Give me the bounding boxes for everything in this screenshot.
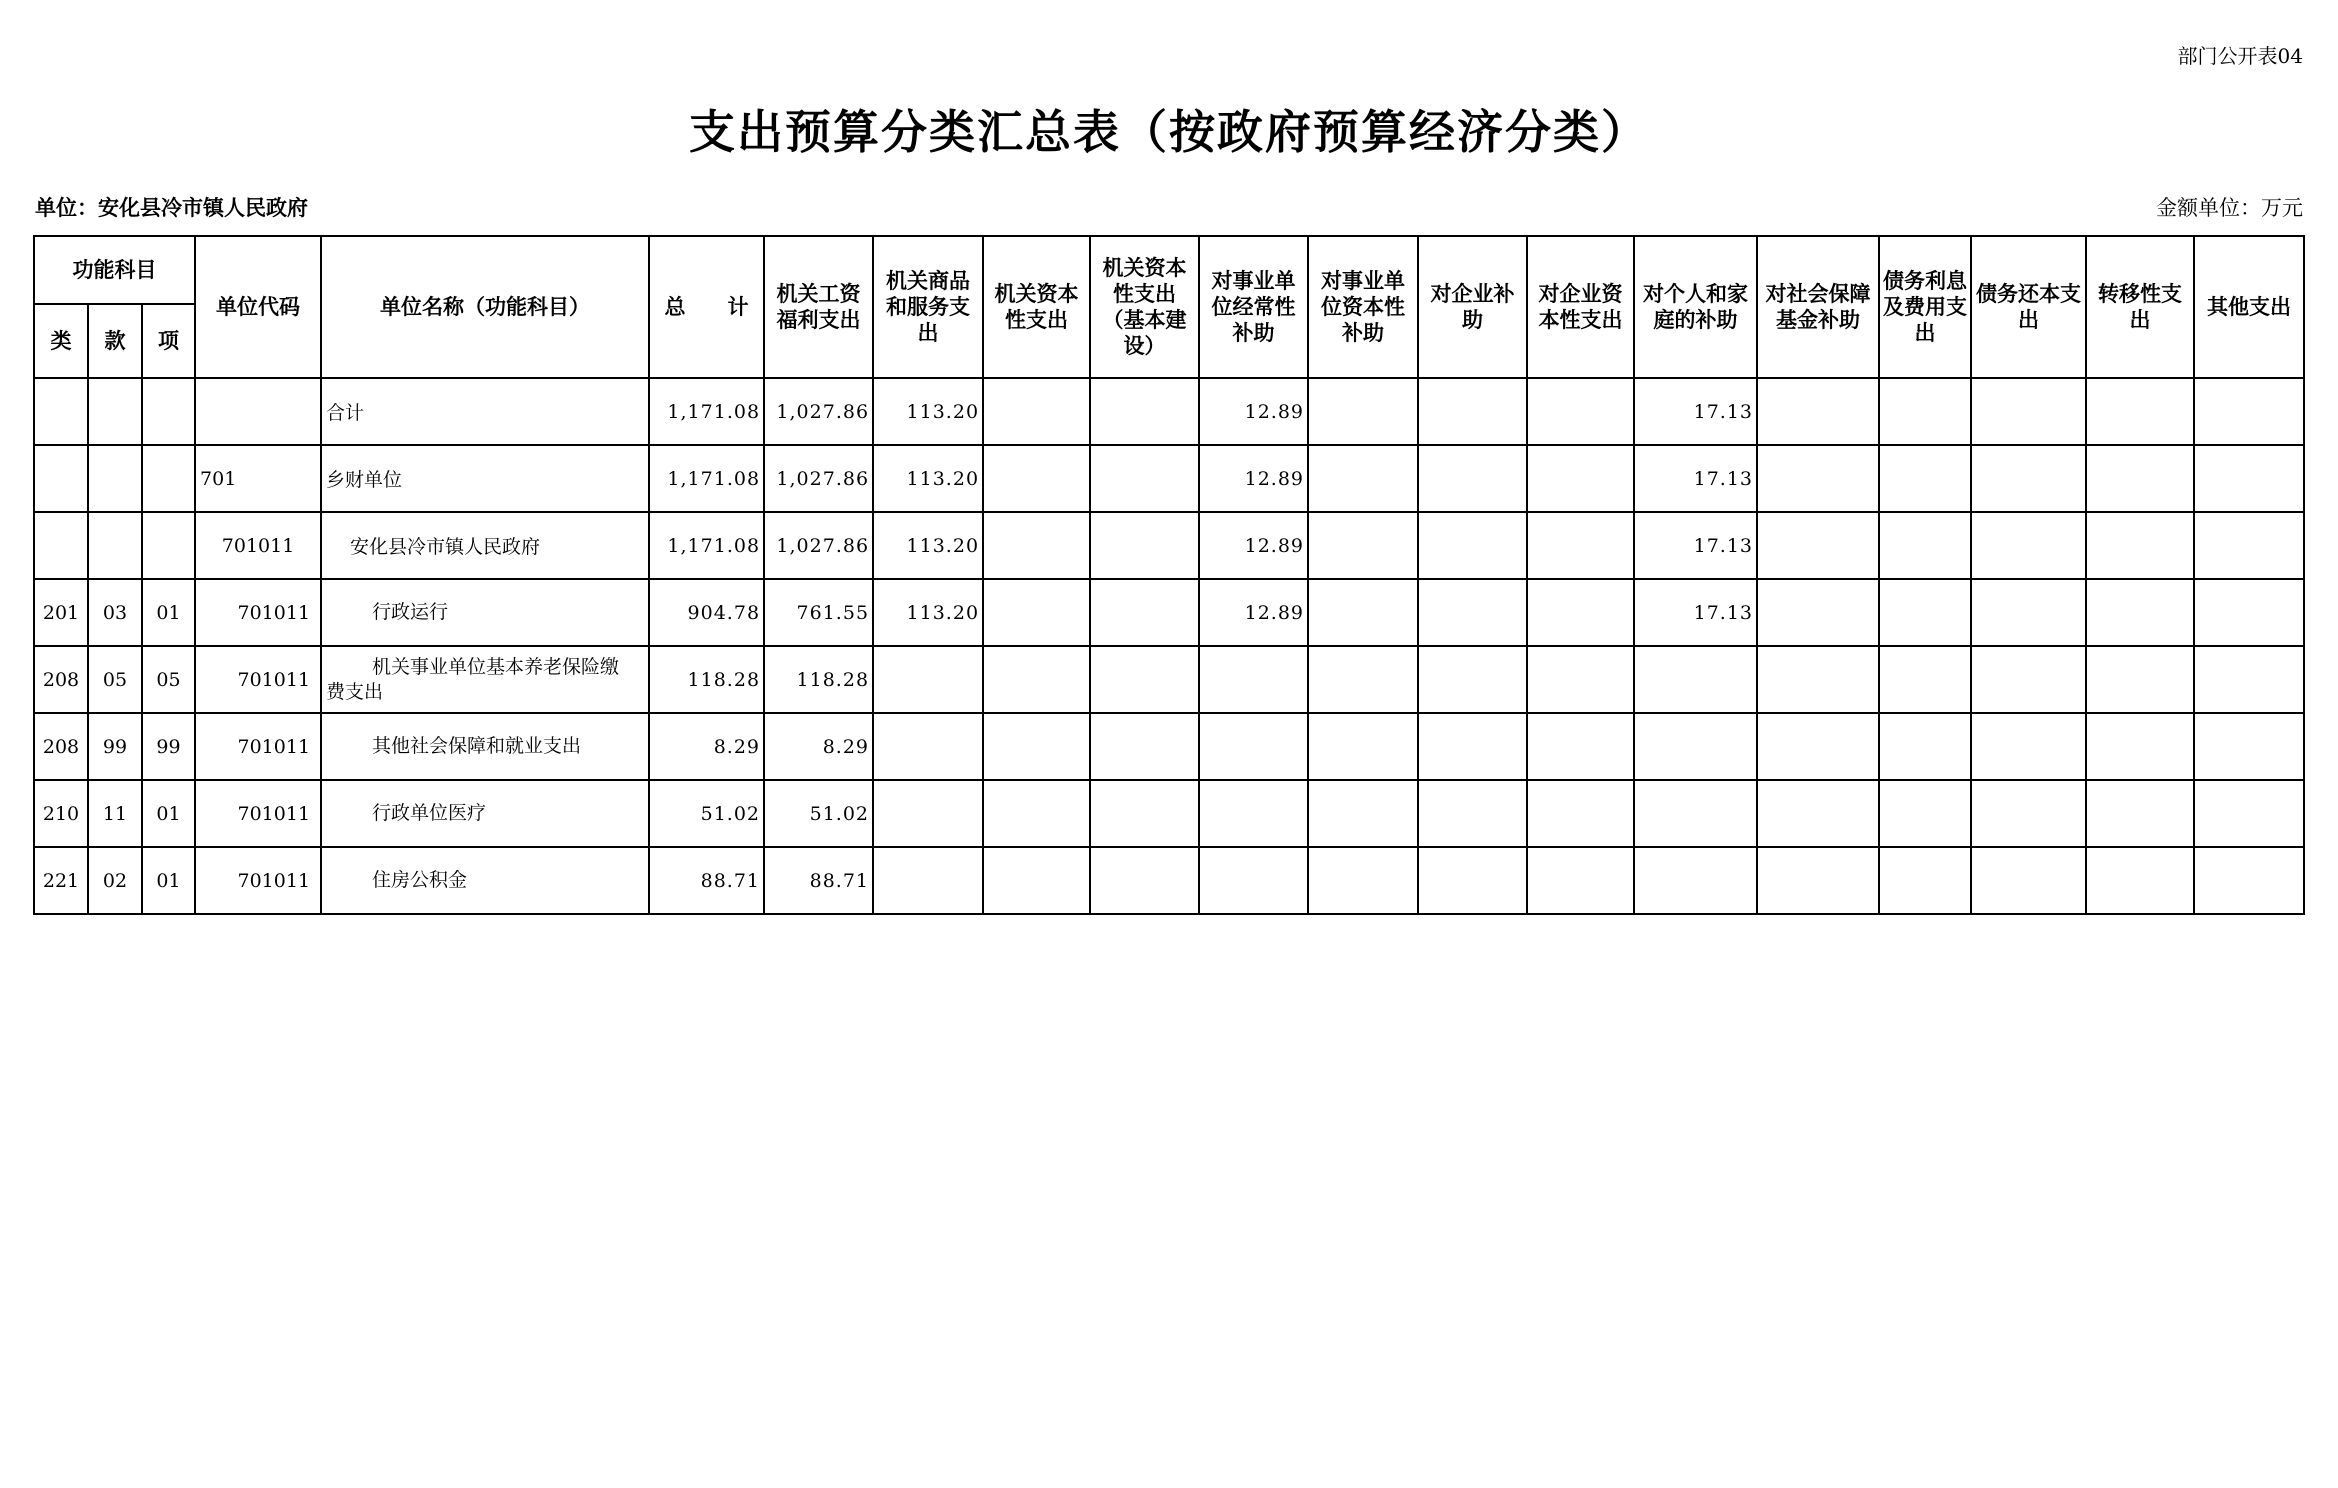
salary-cell: 8.29 [764,713,873,780]
unit-code-cell [195,378,321,445]
total-cell: 1,171.08 [649,445,764,512]
social-cell [1757,378,1879,445]
goods-cell [873,713,983,780]
unit-code-cell: 701 [195,445,321,512]
inst-capital-header: 对事业单位资本性补助 [1308,236,1418,378]
enterprise-subsidy-cell [1418,445,1527,512]
total-cell: 88.71 [649,847,764,914]
other-cell [2194,445,2304,512]
debt-repayment-cell [1971,445,2086,512]
unit-code-cell: 701011 [195,780,321,847]
transfer-cell [2086,646,2194,713]
debt-interest-cell [1879,445,1971,512]
personal-cell: 17.13 [1634,378,1757,445]
transfer-cell [2086,780,2194,847]
lei-header: 类 [34,304,88,378]
inst-capital-cell [1308,579,1418,646]
debt-repayment-cell [1971,780,2086,847]
total-cell: 51.02 [649,780,764,847]
construction-cell [1090,847,1199,914]
enterprise-capital-cell [1527,780,1634,847]
debt-interest-cell [1879,713,1971,780]
personal-cell: 17.13 [1634,579,1757,646]
unit-name-cell: 乡财单位 [321,445,649,512]
table-row [34,713,2304,780]
social-cell [1757,646,1879,713]
lei-cell [34,512,88,579]
salary-cell: 1,027.86 [764,445,873,512]
xiang-cell: 01 [142,780,195,847]
inst-regular-cell: 12.89 [1199,445,1308,512]
social-cell [1757,579,1879,646]
debt-interest-cell [1879,378,1971,445]
social-cell [1757,847,1879,914]
enterprise-capital-header: 对企业资本性支出 [1527,236,1634,378]
transfer-cell [2086,378,2194,445]
goods-cell: 113.20 [873,378,983,445]
unit-name-line-1: 机关事业单位基本养老保险缴 [372,655,620,678]
capital-cell [983,646,1090,713]
capital-cell [983,445,1090,512]
transfer-cell [2086,512,2194,579]
kuan-cell: 99 [88,713,142,780]
table-row [34,646,2304,713]
goods-cell [873,847,983,914]
enterprise-subsidy-cell [1418,512,1527,579]
salary-cell: 88.71 [764,847,873,914]
debt-repayment-header: 债务还本支出 [1971,236,2086,378]
table-row [34,445,2304,512]
unit-code-cell: 701011 [195,646,321,713]
enterprise-capital-cell [1527,646,1634,713]
capital-cell [983,847,1090,914]
enterprise-capital-cell [1527,512,1634,579]
kuan-header: 款 [88,304,142,378]
personal-cell [1634,847,1757,914]
transfer-cell [2086,579,2194,646]
table-row [34,847,2304,914]
debt-interest-cell [1879,847,1971,914]
enterprise-subsidy-cell [1418,378,1527,445]
xiang-cell [142,378,195,445]
inst-regular-header: 对事业单位经常性补助 [1199,236,1308,378]
total-cell: 904.78 [649,579,764,646]
inst-regular-cell: 12.89 [1199,378,1308,445]
table-row [34,378,2304,445]
capital-cell [983,579,1090,646]
salary-cell: 1,027.86 [764,512,873,579]
capital-cell [983,780,1090,847]
transfer-header: 转移性支出 [2086,236,2194,378]
goods-cell: 113.20 [873,512,983,579]
table-row [34,780,2304,847]
inst-capital-cell [1308,646,1418,713]
goods-services-header: 机关商品和服务支出 [873,236,983,378]
debt-interest-cell [1879,780,1971,847]
construction-cell [1090,378,1199,445]
inst-regular-cell [1199,780,1308,847]
enterprise-subsidy-cell [1418,579,1527,646]
kuan-cell [88,445,142,512]
construction-cell [1090,780,1199,847]
kuan-cell [88,512,142,579]
inst-regular-cell [1199,713,1308,780]
enterprise-capital-cell [1527,579,1634,646]
inst-regular-cell [1199,646,1308,713]
inst-capital-cell [1308,512,1418,579]
unit-code-cell: 701011 [195,713,321,780]
debt-interest-header: 债务利息及费用支出 [1879,236,1971,378]
unit-name-cell: 其他社会保障和就业支出 [321,713,649,780]
enterprise-subsidy-cell [1418,713,1527,780]
debt-interest-cell [1879,512,1971,579]
unit-name-line-2: 费支出 [326,680,384,703]
other-cell [2194,579,2304,646]
personal-cell: 17.13 [1634,512,1757,579]
construction-cell [1090,713,1199,780]
debt-repayment-cell [1971,713,2086,780]
unit-code-cell: 701011 [195,847,321,914]
construction-cell [1090,646,1199,713]
social-cell [1757,780,1879,847]
inst-capital-cell [1308,847,1418,914]
other-cell [2194,646,2304,713]
enterprise-subsidy-header: 对企业补助 [1418,236,1527,378]
social-cell [1757,512,1879,579]
other-cell [2194,780,2304,847]
unit-code-cell: 701011 [195,512,321,579]
personal-cell: 17.13 [1634,445,1757,512]
enterprise-capital-cell [1527,847,1634,914]
kuan-cell [88,378,142,445]
debt-repayment-cell [1971,646,2086,713]
kuan-cell: 02 [88,847,142,914]
inst-capital-cell [1308,713,1418,780]
social-security-header: 对社会保障基金补助 [1757,236,1879,378]
total-cell: 8.29 [649,713,764,780]
social-cell [1757,713,1879,780]
personal-cell [1634,646,1757,713]
xiang-cell [142,445,195,512]
salary-cell: 51.02 [764,780,873,847]
inst-regular-cell [1199,847,1308,914]
unit-name-cell: 合计 [321,378,649,445]
goods-cell [873,780,983,847]
capital-construction-header: 机关资本性支出（基本建设） [1090,236,1199,378]
capital-cell [983,378,1090,445]
debt-interest-cell [1879,579,1971,646]
other-cell [2194,713,2304,780]
social-cell [1757,445,1879,512]
total-cell: 1,171.08 [649,378,764,445]
lei-cell [34,445,88,512]
other-header: 其他支出 [2194,236,2304,378]
goods-cell: 113.20 [873,445,983,512]
debt-repayment-cell [1971,579,2086,646]
total-header: 总 计 [649,236,764,378]
lei-cell: 208 [34,646,88,713]
xiang-cell: 01 [142,579,195,646]
inst-capital-cell [1308,780,1418,847]
transfer-cell [2086,445,2194,512]
construction-cell [1090,512,1199,579]
unit-name-cell: 安化县冷市镇人民政府 [321,512,649,579]
enterprise-subsidy-cell [1418,847,1527,914]
personal-family-header: 对个人和家庭的补助 [1634,236,1757,378]
personal-cell [1634,780,1757,847]
debt-interest-cell [1879,646,1971,713]
enterprise-subsidy-cell [1418,646,1527,713]
enterprise-capital-cell [1527,713,1634,780]
lei-cell: 208 [34,713,88,780]
func-subject-header: 功能科目 [34,236,195,304]
total-cell: 1,171.08 [649,512,764,579]
budget-table [33,235,2305,915]
unit-code-cell: 701011 [195,579,321,646]
table-row [34,579,2304,646]
transfer-cell [2086,713,2194,780]
inst-capital-cell [1308,445,1418,512]
form-number: 部门公开表04 [2177,44,2303,68]
capital-header: 机关资本性支出 [983,236,1090,378]
unit-label: 单位：安化县冷市镇人民政府 [35,196,308,220]
capital-cell [983,512,1090,579]
unit-name-cell: 行政运行 [321,579,649,646]
other-cell [2194,378,2304,445]
total-cell: 118.28 [649,646,764,713]
unit-name-cell: 行政单位医疗 [321,780,649,847]
enterprise-subsidy-cell [1418,780,1527,847]
money-unit-label: 金额单位：万元 [2156,196,2303,220]
table-row [34,512,2304,579]
unit-code-header: 单位代码 [195,236,321,378]
debt-repayment-cell [1971,378,2086,445]
unit-name-cell [321,646,649,713]
enterprise-capital-cell [1527,445,1634,512]
personal-cell [1634,713,1757,780]
goods-cell: 113.20 [873,579,983,646]
kuan-cell: 03 [88,579,142,646]
goods-cell [873,646,983,713]
lei-cell: 201 [34,579,88,646]
page-title: 支出预算分类汇总表（按政府预算经济分类） [689,105,1649,159]
other-cell [2194,512,2304,579]
lei-cell: 221 [34,847,88,914]
xiang-cell [142,512,195,579]
debt-repayment-cell [1971,512,2086,579]
lei-cell [34,378,88,445]
kuan-cell: 05 [88,646,142,713]
xiang-header: 项 [142,304,195,378]
inst-regular-cell: 12.89 [1199,579,1308,646]
inst-capital-cell [1308,378,1418,445]
salary-header: 机关工资福利支出 [764,236,873,378]
other-cell [2194,847,2304,914]
construction-cell [1090,579,1199,646]
inst-regular-cell: 12.89 [1199,512,1308,579]
capital-cell [983,713,1090,780]
salary-cell: 118.28 [764,646,873,713]
unit-name-header: 单位名称（功能科目） [321,236,649,378]
unit-name-cell: 住房公积金 [321,847,649,914]
transfer-cell [2086,847,2194,914]
xiang-cell: 05 [142,646,195,713]
salary-cell: 761.55 [764,579,873,646]
kuan-cell: 11 [88,780,142,847]
lei-cell: 210 [34,780,88,847]
debt-repayment-cell [1971,847,2086,914]
salary-cell: 1,027.86 [764,378,873,445]
enterprise-capital-cell [1527,378,1634,445]
xiang-cell: 99 [142,713,195,780]
xiang-cell: 01 [142,847,195,914]
construction-cell [1090,445,1199,512]
